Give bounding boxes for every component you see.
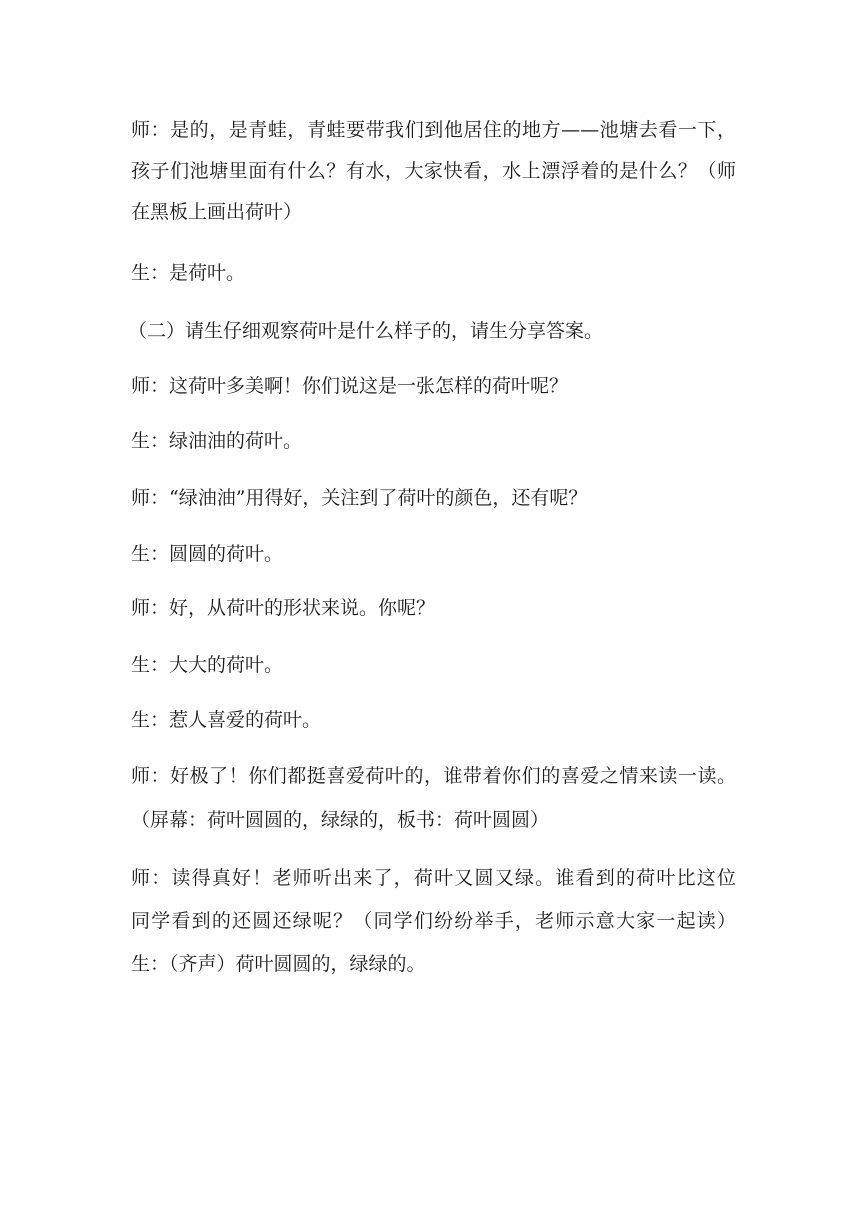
paragraph-line: 生：绿油油的荷叶。 xyxy=(131,430,303,452)
paragraph-line: 生：惹人喜爱的荷叶。 xyxy=(131,709,322,731)
section-heading: （二）请生仔细观察荷叶是什么样子的，请生分享答案。 xyxy=(128,320,604,342)
paragraph-line: 师：这荷叶多美啊！你们说这是一张怎样的荷叶呢？ xyxy=(131,375,569,397)
paragraph-line: 师：“绿油油”用得好，关注到了荷叶的颜色，还有呢？ xyxy=(131,487,588,509)
paragraph-line: 师：好极了！你们都挺喜爱荷叶的，谁带着你们的喜爱之情来读一读。 xyxy=(131,765,736,787)
paragraph-line: 师：读得真好！老师听出来了，荷叶又圆又绿。谁看到的荷叶比这位 xyxy=(131,867,736,889)
paragraph-line: 孩子们池塘里面有什么？有水，大家快看，水上漂浮着的是什么？（师 xyxy=(131,160,736,182)
paragraph-line: （屏幕：荷叶圆圆的，绿绿的，板书：荷叶圆圆） xyxy=(131,809,550,831)
paragraph-line: 同学看到的还圆还绿呢？（同学们纷纷举手，老师示意大家一起读） xyxy=(131,910,736,932)
paragraph-line: 生：（齐声）荷叶圆圆的，绿绿的。 xyxy=(131,953,426,975)
paragraph-line: 生：圆圆的荷叶。 xyxy=(131,543,284,565)
paragraph-line: 师：好，从荷叶的形状来说。你呢？ xyxy=(131,597,436,619)
paragraph-line: 师：是的，是青蛙，青蛙要带我们到他居住的地方——池塘去看一下， xyxy=(131,119,736,141)
paragraph-line: 在黑板上画出荷叶） xyxy=(131,201,303,223)
paragraph-line: 生：大大的荷叶。 xyxy=(131,654,284,676)
paragraph-line: 生：是荷叶。 xyxy=(131,262,246,284)
